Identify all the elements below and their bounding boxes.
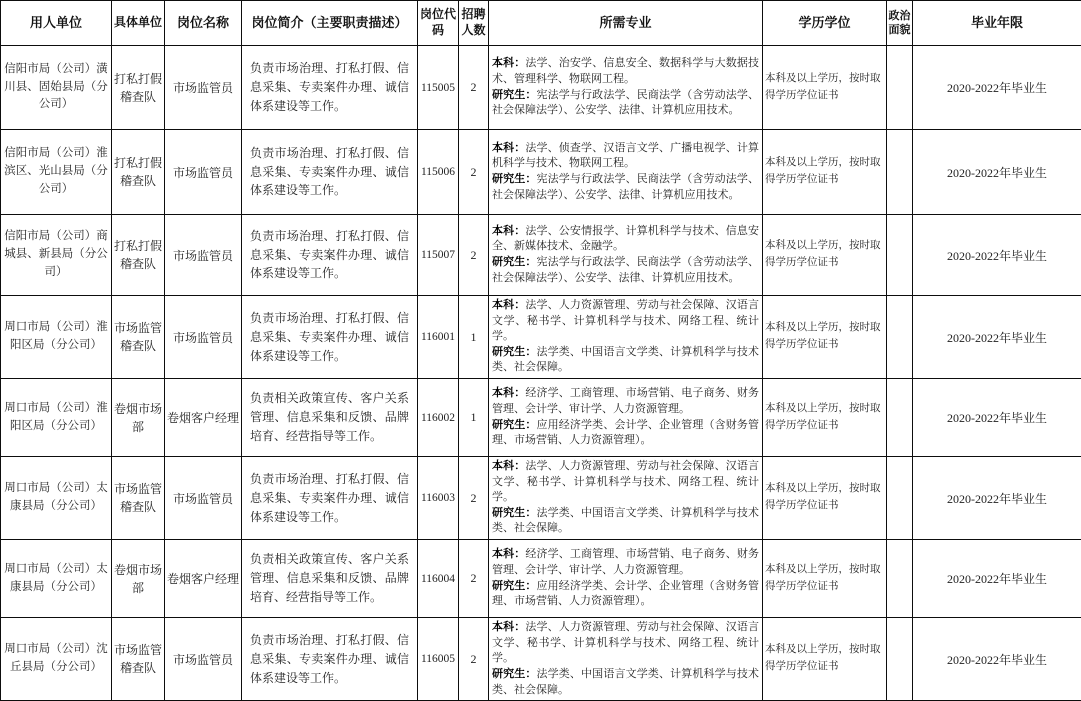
majors-cell	[489, 540, 763, 618]
header-political: 政治面貌	[887, 1, 913, 46]
grad-label: 研究生：	[492, 507, 537, 519]
description-cell: 负责市场治理、打私打假、信息采集、专卖案件办理、诚信体系建设等工作。	[242, 46, 418, 130]
grad-majors	[492, 255, 759, 286]
header-grad-year: 毕业年限	[913, 1, 1081, 46]
grad-majors	[492, 345, 759, 376]
grad-year-cell: 2020-2022年毕业生	[913, 618, 1081, 701]
description-cell: 负责市场治理、打私打假、信息采集、专卖案件办理、诚信体系建设等工作。	[242, 296, 418, 379]
code-cell: 115005	[418, 46, 459, 130]
position-cell: 市场监管员	[165, 46, 242, 130]
table-row	[1, 540, 1081, 618]
header-employer: 用人单位	[1, 1, 112, 46]
grad-majors-text: 宪法学与行政法学、民商法学（含劳动法学、社会保障法学）、公安学、法律、计算机应用技术。	[492, 256, 759, 284]
code-cell: 116001	[418, 296, 459, 379]
undergrad-majors-text: 经济学、工商管理、市场营销、电子商务、财务管理、会计学、审计学、人力资源管理。	[492, 548, 759, 576]
grad-majors	[492, 506, 759, 537]
undergrad-majors-text: 法学、人力资源管理、劳动与社会保障、汉语言文学、秘书学、计算机科学与技术、网络工程、统计学。	[492, 621, 759, 664]
undergrad-majors	[492, 56, 759, 87]
employer-cell: 信阳市局（公司）潢川县、固始县局（分公司）	[1, 46, 112, 130]
table-row	[1, 618, 1081, 701]
unit-cell: 市场监管稽查队	[112, 296, 165, 379]
political-cell	[887, 379, 913, 457]
undergrad-majors	[492, 386, 759, 417]
majors-cell	[489, 457, 763, 540]
code-cell: 116004	[418, 540, 459, 618]
header-unit: 具体单位	[112, 1, 165, 46]
table-row	[1, 130, 1081, 215]
majors-cell	[489, 130, 763, 215]
majors-cell	[489, 379, 763, 457]
position-cell: 卷烟客户经理	[165, 379, 242, 457]
degree-cell: 本科及以上学历，按时取得学历学位证书	[763, 618, 887, 701]
undergrad-majors-text: 法学、人力资源管理、劳动与社会保障、汉语言文学、秘书学、计算机科学与技术、网络工程、统计学。	[492, 460, 759, 503]
table-row	[1, 215, 1081, 296]
unit-cell: 打私打假稽查队	[112, 46, 165, 130]
grad-year-cell: 2020-2022年毕业生	[913, 130, 1081, 215]
description-cell: 负责相关政策宣传、客户关系管理、信息采集和反馈、品牌培育、经营指导等工作。	[242, 379, 418, 457]
code-cell: 115006	[418, 130, 459, 215]
political-cell	[887, 46, 913, 130]
description-cell: 负责市场治理、打私打假、信息采集、专卖案件办理、诚信体系建设等工作。	[242, 215, 418, 296]
majors-cell	[489, 46, 763, 130]
undergrad-majors-text: 法学、人力资源管理、劳动与社会保障、汉语言文学、秘书学、计算机科学与技术、网络工程、统计学。	[492, 299, 759, 342]
grad-majors-text: 法学类、中国语言文学类、计算机科学与技术类、社会保障。	[492, 346, 759, 374]
description-cell: 负责相关政策宣传、客户关系管理、信息采集和反馈、品牌培育、经营指导等工作。	[242, 540, 418, 618]
political-cell	[887, 540, 913, 618]
grad-majors	[492, 579, 759, 610]
position-cell: 市场监管员	[165, 457, 242, 540]
grad-label: 研究生：	[492, 89, 537, 101]
position-cell: 市场监管员	[165, 296, 242, 379]
table-row	[1, 379, 1081, 457]
table-row	[1, 46, 1081, 130]
degree-cell: 本科及以上学历，按时取得学历学位证书	[763, 540, 887, 618]
employer-cell: 周口市局（公司）沈丘县局（分公司）	[1, 618, 112, 701]
header-degree: 学历学位	[763, 1, 887, 46]
grad-year-cell: 2020-2022年毕业生	[913, 296, 1081, 379]
grad-majors	[492, 88, 759, 119]
unit-cell: 打私打假稽查队	[112, 130, 165, 215]
grad-year-cell: 2020-2022年毕业生	[913, 379, 1081, 457]
grad-majors-text: 应用经济学类、会计学、企业管理（含财务管理、市场营销、人力资源管理）。	[492, 419, 759, 447]
majors-cell	[489, 296, 763, 379]
unit-cell: 打私打假稽查队	[112, 215, 165, 296]
count-cell: 1	[459, 379, 489, 457]
grad-label: 研究生：	[492, 346, 537, 358]
employer-cell: 周口市局（公司）太康县局（分公司）	[1, 457, 112, 540]
grad-majors-text: 法学类、中国语言文学类、计算机科学与技术类、社会保障。	[492, 507, 759, 535]
count-cell: 2	[459, 457, 489, 540]
position-cell: 市场监管员	[165, 215, 242, 296]
unit-cell: 市场监管稽查队	[112, 457, 165, 540]
code-cell: 116003	[418, 457, 459, 540]
description-cell: 负责市场治理、打私打假、信息采集、专卖案件办理、诚信体系建设等工作。	[242, 618, 418, 701]
undergrad-majors	[492, 224, 759, 255]
count-cell: 2	[459, 540, 489, 618]
employer-cell: 周口市局（公司）太康县局（分公司）	[1, 540, 112, 618]
undergrad-label: 本科：	[492, 299, 525, 311]
description-cell: 负责市场治理、打私打假、信息采集、专卖案件办理、诚信体系建设等工作。	[242, 130, 418, 215]
position-cell: 卷烟客户经理	[165, 540, 242, 618]
undergrad-label: 本科：	[492, 387, 525, 399]
undergrad-label: 本科：	[492, 621, 525, 633]
undergrad-majors	[492, 141, 759, 172]
position-cell: 市场监管员	[165, 618, 242, 701]
table-row	[1, 296, 1081, 379]
code-cell: 116002	[418, 379, 459, 457]
grad-majors-text: 应用经济学类、会计学、企业管理（含财务管理、市场营销、人力资源管理）。	[492, 580, 759, 608]
political-cell	[887, 215, 913, 296]
position-cell: 市场监管员	[165, 130, 242, 215]
grad-year-cell: 2020-2022年毕业生	[913, 46, 1081, 130]
header-count: 招聘人数	[459, 1, 489, 46]
table-row	[1, 457, 1081, 540]
undergrad-majors-text: 法学、侦查学、汉语言文学、广播电视学、计算机科学与技术、物联网工程。	[492, 142, 759, 170]
grad-label: 研究生：	[492, 256, 537, 268]
count-cell: 1	[459, 296, 489, 379]
employer-cell: 信阳市局（公司）商城县、新县局（分公司）	[1, 215, 112, 296]
count-cell: 2	[459, 618, 489, 701]
political-cell	[887, 457, 913, 540]
grad-majors-text: 宪法学与行政法学、民商法学（含劳动法学、社会保障法学）、公安学、法律、计算机应用技术。	[492, 173, 759, 201]
grad-year-cell: 2020-2022年毕业生	[913, 540, 1081, 618]
undergrad-majors-text: 经济学、工商管理、市场营销、电子商务、财务管理、会计学、审计学、人力资源管理。	[492, 387, 759, 415]
degree-cell: 本科及以上学历，按时取得学历学位证书	[763, 130, 887, 215]
header-code: 岗位代码	[418, 1, 459, 46]
employer-cell: 周口市局（公司）淮阳区局（分公司）	[1, 296, 112, 379]
grad-label: 研究生：	[492, 173, 537, 185]
undergrad-label: 本科：	[492, 460, 525, 472]
grad-year-cell: 2020-2022年毕业生	[913, 457, 1081, 540]
grad-majors-text: 法学类、中国语言文学类、计算机科学与技术类、社会保障。	[492, 668, 759, 696]
employer-cell: 信阳市局（公司）淮滨区、光山县局（分公司）	[1, 130, 112, 215]
grad-majors	[492, 418, 759, 449]
majors-cell	[489, 215, 763, 296]
undergrad-label: 本科：	[492, 225, 525, 237]
code-cell: 116005	[418, 618, 459, 701]
degree-cell: 本科及以上学历，按时取得学历学位证书	[763, 215, 887, 296]
degree-cell: 本科及以上学历，按时取得学历学位证书	[763, 457, 887, 540]
grad-year-cell: 2020-2022年毕业生	[913, 215, 1081, 296]
grad-label: 研究生：	[492, 580, 537, 592]
grad-label: 研究生：	[492, 668, 537, 680]
unit-cell: 市场监管稽查队	[112, 618, 165, 701]
count-cell: 2	[459, 46, 489, 130]
count-cell: 2	[459, 130, 489, 215]
political-cell	[887, 618, 913, 701]
degree-cell: 本科及以上学历，按时取得学历学位证书	[763, 46, 887, 130]
degree-cell: 本科及以上学历，按时取得学历学位证书	[763, 296, 887, 379]
employer-cell: 周口市局（公司）淮阳区局（分公司）	[1, 379, 112, 457]
undergrad-label: 本科：	[492, 142, 525, 154]
undergrad-majors	[492, 298, 759, 345]
political-cell	[887, 296, 913, 379]
count-cell: 2	[459, 215, 489, 296]
unit-cell: 卷烟市场部	[112, 379, 165, 457]
political-cell	[887, 130, 913, 215]
grad-label: 研究生：	[492, 419, 537, 431]
grad-majors	[492, 667, 759, 698]
undergrad-label: 本科：	[492, 57, 525, 69]
unit-cell: 卷烟市场部	[112, 540, 165, 618]
majors-cell	[489, 618, 763, 701]
header-description: 岗位简介（主要职责描述）	[242, 1, 418, 46]
undergrad-majors-text: 法学、公安情报学、计算机科学与技术、信息安全、新媒体技术、金融学。	[492, 225, 759, 253]
header-position: 岗位名称	[165, 1, 242, 46]
header-majors: 所需专业	[489, 1, 763, 46]
undergrad-majors-text: 法学、治安学、信息安全、数据科学与大数据技术、管理科学、物联网工程。	[492, 57, 759, 85]
description-cell: 负责市场治理、打私打假、信息采集、专卖案件办理、诚信体系建设等工作。	[242, 457, 418, 540]
undergrad-label: 本科：	[492, 548, 525, 560]
grad-majors	[492, 172, 759, 203]
undergrad-majors	[492, 620, 759, 667]
header-row	[1, 1, 1081, 46]
undergrad-majors	[492, 547, 759, 578]
grad-majors-text: 宪法学与行政法学、民商法学（含劳动法学、社会保障法学）、公安学、法律、计算机应用技术。	[492, 89, 759, 117]
degree-cell: 本科及以上学历，按时取得学历学位证书	[763, 379, 887, 457]
undergrad-majors	[492, 459, 759, 506]
code-cell: 115007	[418, 215, 459, 296]
